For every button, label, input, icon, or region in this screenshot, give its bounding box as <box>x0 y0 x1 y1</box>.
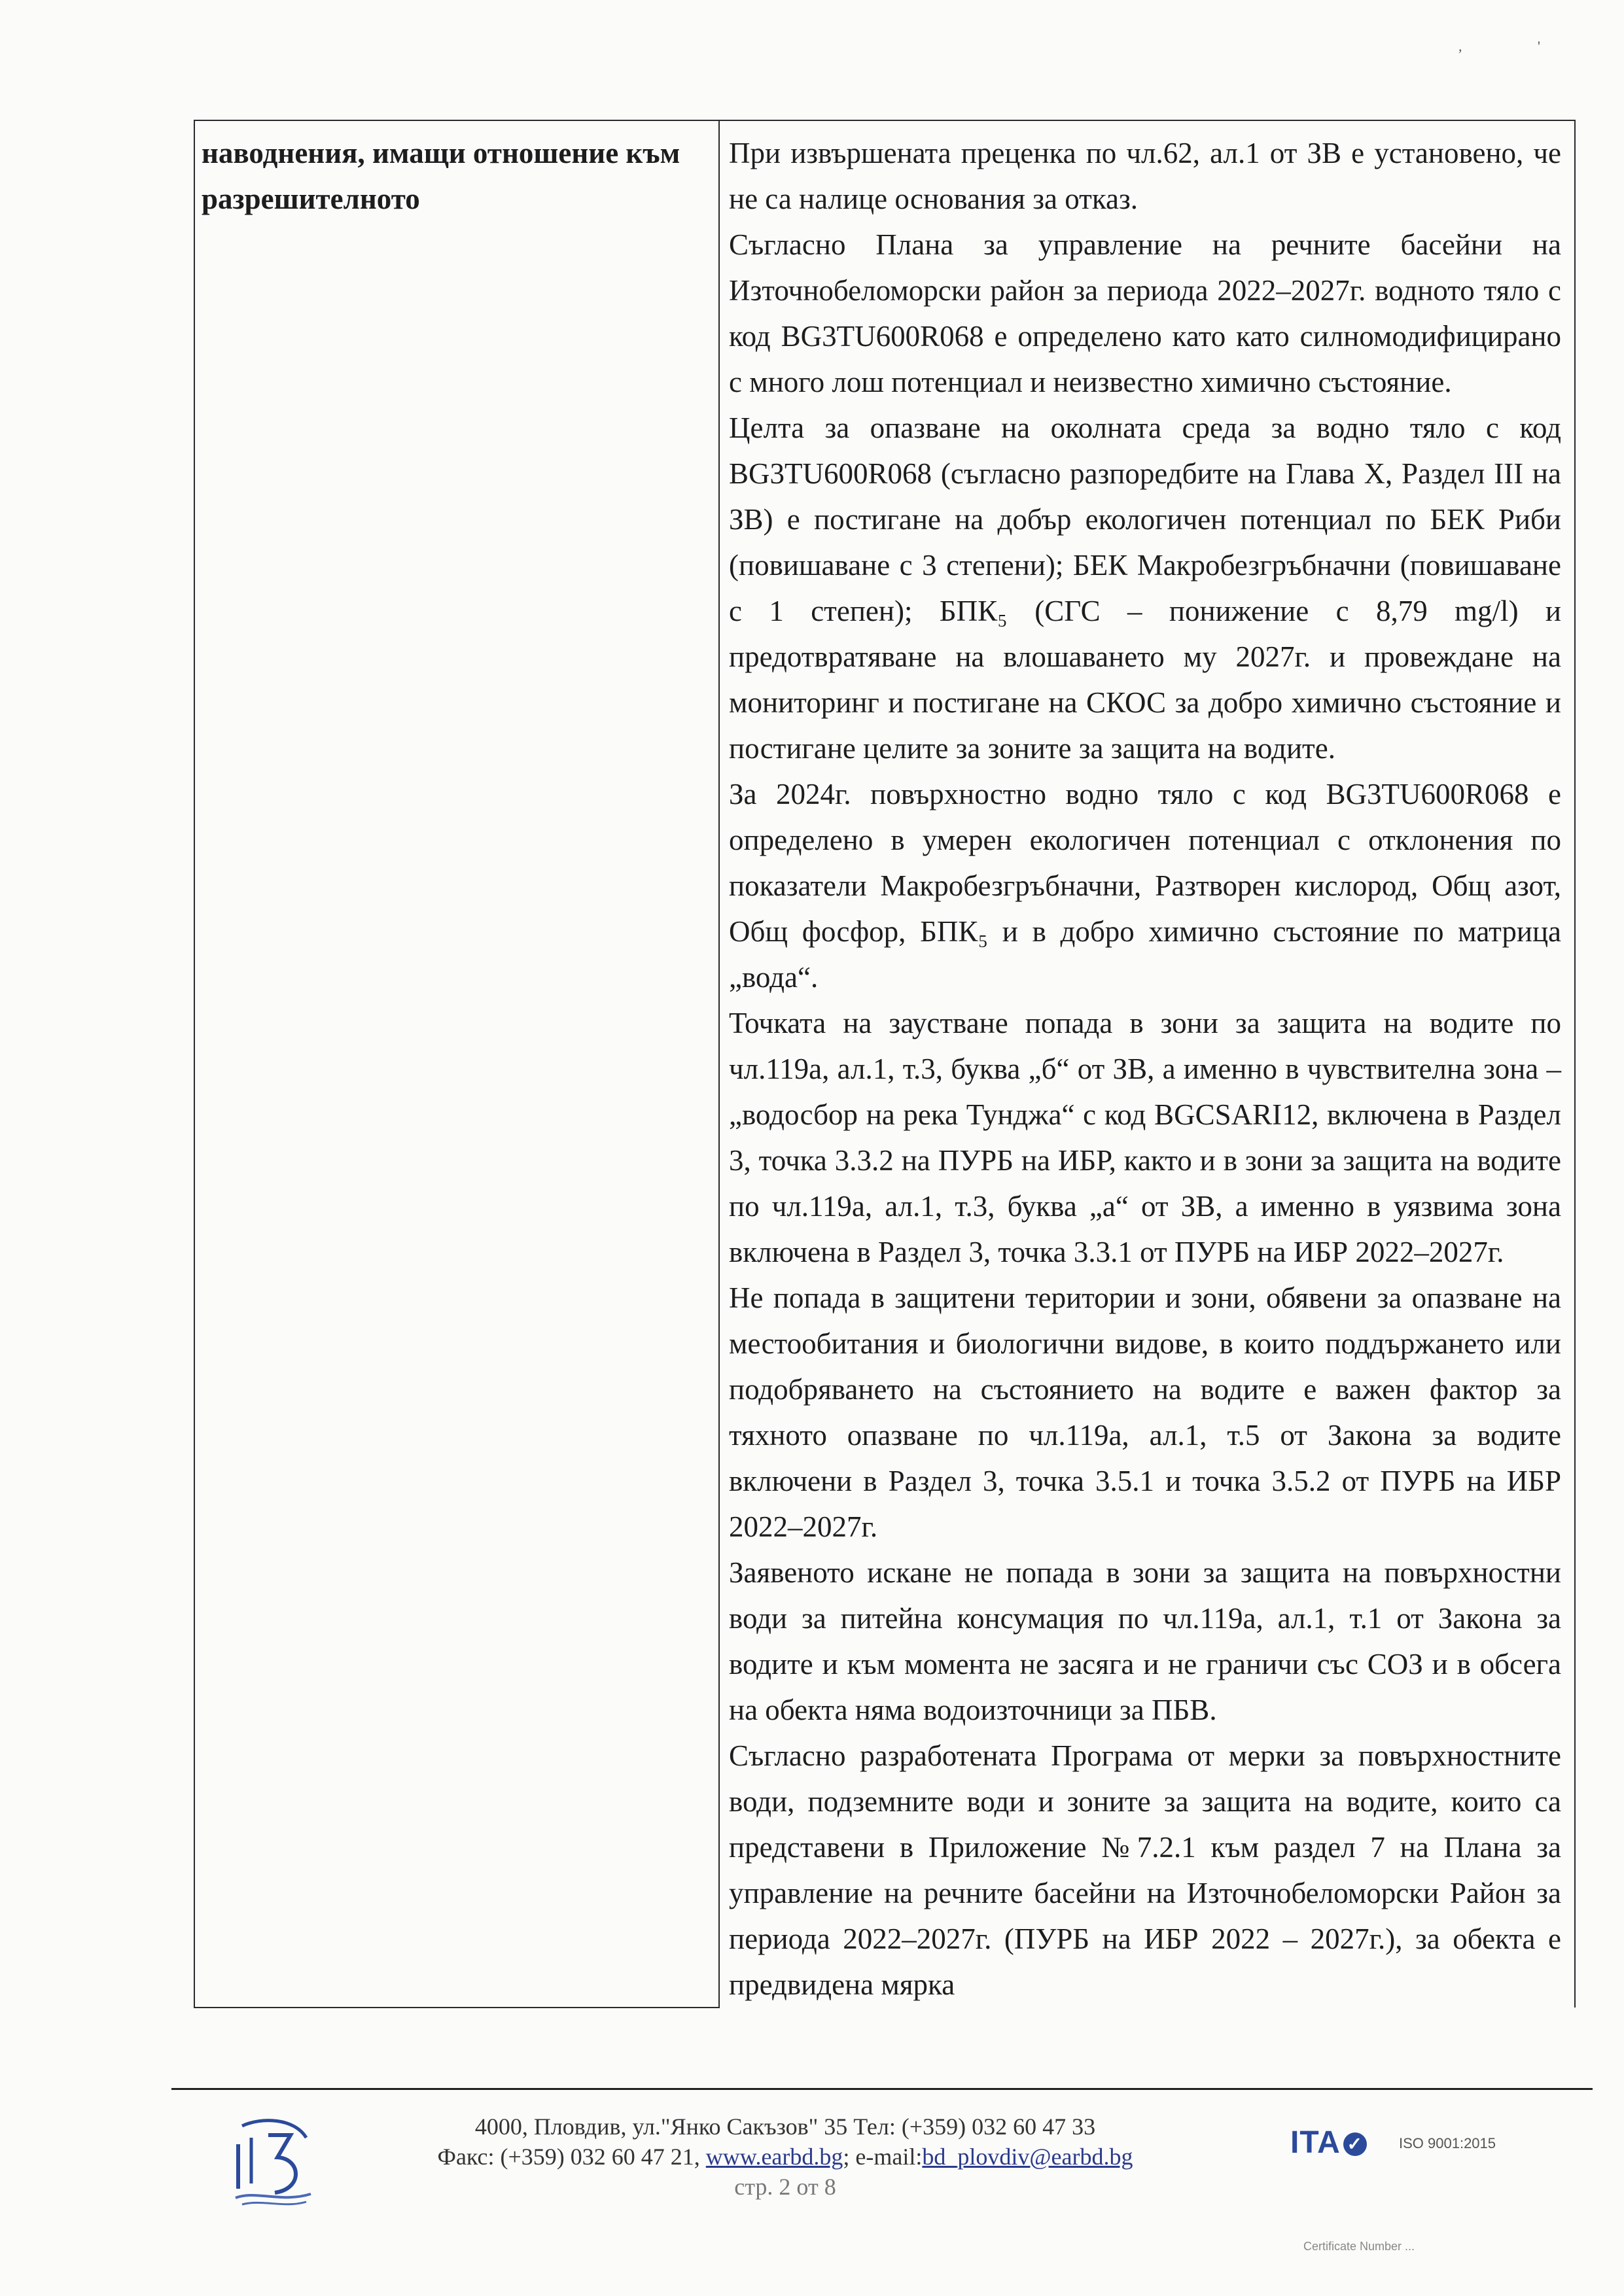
paragraph-drinking-water: Заявеното искане не попада в зони за защита на повърхностни води за питейна консумация по чл.119а, ал.1, т.1 от Закона за водите и към момента не засяга и не граничи със СОЗ и в обсега на обекта няма водоизточници за ПБВ. <box>729 1556 1561 1726</box>
basin-directorate-logo-icon <box>222 2112 321 2210</box>
footer-divider <box>171 2088 1593 2090</box>
paragraph-discharge-point: Точката на заустване попада в зони за защита на водите по чл.119а, ал.1, т.3, буква „б“ от ЗВ, а именно в чувствителна зона – „водосбор на река Тунджа“ с код BGCSARI12, включена в Раздел 3, точка 3.3.2 на ПУРБ на ИБР, както и в зони за защита на водите по чл.119а, ал.1, т.3, буква „а“ от ЗВ, а именно в уязвима зона включена в Раздел 3, точка 3.3.1 от ПУРБ на ИБР 2022–2027г. <box>729 1007 1561 1268</box>
right-text-cell <box>719 120 1575 2001</box>
page-number: стр. 2 от 8 <box>734 2174 836 2200</box>
paragraph-environmental-goal: Целта за опазване на околната среда за водно тяло с код BG3TU600R068 (съгласно разпоредбите на Глава X, Раздел III на ЗВ) е постигане на добър екологичен потенциал по БЕК Риби (повишаване с 3 степени); БЕК Макробезгръбначни (повишаване с 1 степен); БПК₅ (СГС – понижение с 8,79 mg/l) и предотвратяване на влошаването му 2027г. и провеждане на мониторинг и постигане на СКОС за добро химично състояние и постигане целите за зоните за защита на водите. <box>729 411 1561 765</box>
footer-email-label: ; e-mail: <box>843 2144 923 2170</box>
paragraph-water-body-status: Съгласно Плана за управление на речните басейни на Източнобеломорски район за периода 2022–2027г. водното тяло с код BG3TU600R068 е определено като като силномодифицирано с много лош потенциал и неизвестно химично състояние. <box>729 228 1561 398</box>
left-heading-cell <box>194 120 719 1969</box>
iso-label: ISO 9001:2015 <box>1399 2135 1496 2151</box>
corner-mark: , <box>1458 38 1462 54</box>
paragraph-program-of-measures: Съгласно разработената Програма от мерки за повърхностните води, подземните води и зоните за защита на водите, които са представени в Приложение №7.2.1 към раздел 7 на Плана за управление на речните басейни на Източнобеломорски Район за периода 2022–2027г. (ПУРБ на ИБР 2022 – 2027г.), за обекта е предвидена мярка <box>729 1739 1561 2001</box>
paragraph-2024-status: За 2024г. повърхностно водно тяло с код BG3TU600R068 е определено в умерен екологичен потенциал с отклонения по показатели Макробезгръбначни, Разтворен кислород, Общ азот, Общ фосфор, БПК₅ и в добро химично състояние по матрица „вода“. <box>729 778 1561 994</box>
left-heading: наводнения, имащи отношение към разрешителното <box>202 137 680 215</box>
checkmark-icon: ✓ <box>1343 2132 1367 2156</box>
certificate-note: Certificate Number ... <box>1303 2240 1415 2253</box>
corner-mark: ' <box>1538 38 1540 54</box>
footer-contact-line <box>366 2142 1204 2172</box>
email-link[interactable]: bd_plovdiv@earbd.bg <box>922 2144 1133 2170</box>
content-table <box>194 120 1576 2001</box>
table-row <box>194 120 1575 1969</box>
paragraph-dismissal: При извършената преценка по чл.62, ал.1 от ЗВ е установено, че не са налице основания за отказ. <box>729 137 1561 215</box>
footer-contact <box>366 2112 1204 2202</box>
certification-logo <box>1290 2125 1367 2161</box>
paragraph-protected-areas: Не попада в защитени територии и зони, обявени за опазване на местообитания и биологични видове, в които поддържането или подобряването на състоянието на водите е важен фактор за тяхното опазване по чл.119а, ал.1, т.5 от Закона за водите включени в Раздел 3, точка 3.5.1 и точка 3.5.2 от ПУРБ на ИБР 2022–2027г. <box>729 1281 1561 1543</box>
cert-brand: ITA <box>1290 2125 1341 2160</box>
footer-fax: Факс: (+359) 032 60 47 21, <box>437 2144 706 2170</box>
footer-address: 4000, Пловдив, ул."Янко Сакъзов" 35 Тел: (+359) 032 60 47 33 <box>474 2113 1096 2140</box>
website-link[interactable]: www.earbd.bg <box>705 2144 843 2170</box>
page-corner-marks <box>1386 38 1540 55</box>
